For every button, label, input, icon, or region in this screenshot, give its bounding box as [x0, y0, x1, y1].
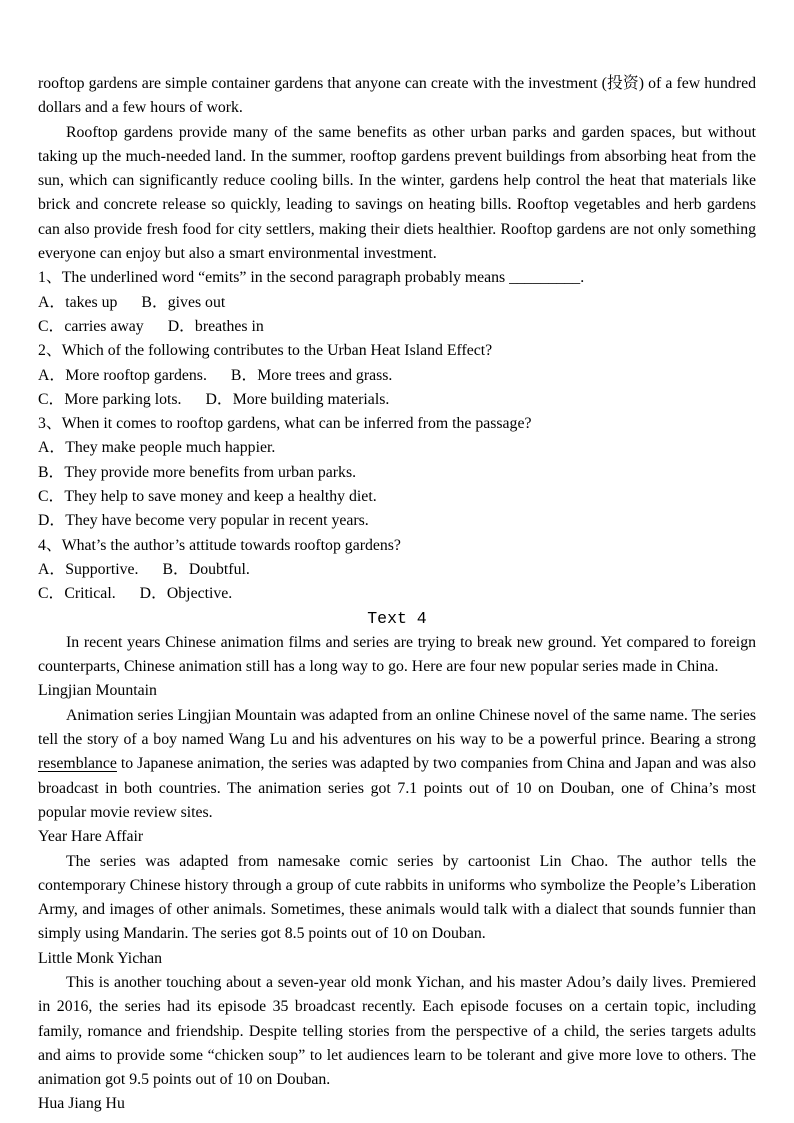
option-b: B．Doubtful.	[162, 560, 250, 578]
question-2-options-cd	[38, 388, 756, 412]
option-c: C．More parking lots.	[38, 390, 182, 408]
question-3-option-a	[38, 436, 756, 460]
subheading-year-hare-affair: Year Hare Affair	[38, 828, 144, 846]
option-c: C．Critical.	[38, 585, 116, 603]
option-c: C．They help to save money and keep a healthy diet.	[38, 488, 377, 506]
question-1-options-ab	[38, 291, 756, 315]
text-4-heading: Text 4	[367, 608, 427, 628]
paragraph-text: Animation series Lingjian Mountain was adapted from an online Chinese novel of the same name. The series tell the story of a boy named Wang Lu and his adventures on his way to be a powerful prince. Bearing a strong	[38, 706, 756, 749]
question-3: 3、When it comes to rooftop gardens, what can be inferred from the passage?	[38, 415, 532, 433]
question-3-option-d	[38, 509, 756, 533]
question-3-option-b	[38, 461, 756, 485]
question-1: 1、The underlined word “emits” in the second paragraph probably means _________.	[38, 269, 585, 287]
question-1-options-cd	[38, 315, 756, 339]
question-4: 4、What’s the author’s attitude towards rooftop gardens?	[38, 536, 401, 554]
question-2-options-ab	[38, 364, 756, 388]
question-2: 2、Which of the following contributes to the Urban Heat Island Effect?	[38, 342, 493, 360]
option-a: A．Supportive.	[38, 560, 139, 578]
option-d: D．More building materials.	[205, 390, 390, 408]
option-b: B．They provide more benefits from urban parks.	[38, 463, 357, 481]
underlined-word-resemblance: resemblance	[38, 755, 117, 773]
paragraph-little-monk-yichan: This is another touching about a seven-year old monk Yichan, and his master Adou’s daily lives. Premiered in 2016, the series had its episode 35 broadcast recently. Each episode focuses on a certain topic, including family, romance and friendship. Despite telling stories from the perspective of a child, the series targets adults and aims to provide some “chicken soup” to let audiences learn to be tolerant and give more love to others. The animation got 9.5 points out of 10 on Douban.	[38, 973, 756, 1089]
subheading-little-monk-yichan: Little Monk Yichan	[38, 949, 163, 967]
paragraph-lingjian-mountain	[38, 704, 756, 825]
option-d: D．They have become very popular in recent years.	[38, 512, 369, 530]
question-3-option-c	[38, 485, 756, 509]
question-4-options-cd	[38, 582, 756, 606]
paragraph-year-hare-affair: The series was adapted from namesake comic series by cartoonist Lin Chao. The author tells the contemporary Chinese history through a group of cute rabbits in uniforms who symbolize the People’s Liberation Army, and images of other animals. Sometimes, these animals would talk with a dialect that sounds funnier than simply using Mandarin. The series got 8.5 points out of 10 on Douban.	[38, 852, 756, 943]
paragraph-rooftop-continuation: rooftop gardens are simple container gardens that anyone can create with the investment (投资) of a few hundred dollars and a few hours of work.	[38, 75, 756, 117]
option-c: C．carries away	[38, 317, 144, 335]
option-b: B．gives out	[141, 293, 226, 311]
option-b: B．More trees and grass.	[230, 366, 393, 384]
subheading-lingjian-mountain: Lingjian Mountain	[38, 682, 157, 700]
option-a: A．They make people much happier.	[38, 439, 276, 457]
option-a: A．takes up	[38, 293, 118, 311]
question-4-options-ab	[38, 558, 756, 582]
paragraph-text4-intro: In recent years Chinese animation films and series are trying to break new ground. Yet compared to foreign counterparts, Chinese animation still has a long way to go. Here are four new popular series made in China.	[38, 633, 756, 676]
paragraph-text: to Japanese animation, the series was adapted by two companies from China and Japan and was also broadcast in both countries. The animation series got 7.1 points out of 10 on Douban, one of China’s most popular movie review sites.	[38, 755, 756, 821]
subheading-hua-jiang-hu: Hua Jiang Hu	[38, 1095, 125, 1113]
option-a: A．More rooftop gardens.	[38, 366, 207, 384]
option-d: D．breathes in	[167, 317, 264, 335]
paragraph-rooftop-benefits: Rooftop gardens provide many of the same benefits as other urban parks and garden spaces, but without taking up the much-needed land. In the summer, rooftop gardens prevent buildings from absorbing heat from the sun, which can significantly reduce cooling bills. In the winter, gardens help control the heat that materials like brick and concrete release so quickly, leading to savings on heating bills. Rooftop vegetables and herb gardens can also provide fresh food for city settlers, making their diets healthier. Rooftop gardens are not only something everyone can enjoy but also a smart environmental investment.	[38, 123, 756, 263]
option-d: D．Objective.	[139, 585, 233, 603]
